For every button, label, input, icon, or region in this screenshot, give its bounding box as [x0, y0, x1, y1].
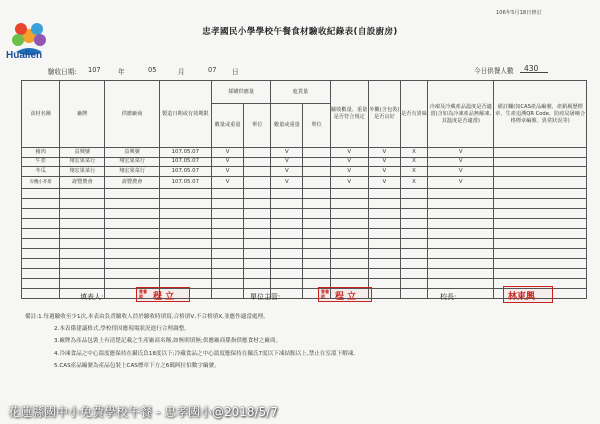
food-cell: 牛蒡	[22, 157, 60, 167]
appearance-cell: V	[368, 148, 400, 158]
remarks-cell	[494, 157, 587, 167]
revision-date: 106年5月18日修訂	[496, 10, 542, 16]
supplier-cell: 壽豐農會	[105, 176, 159, 188]
date-cell: 107.05.07	[159, 148, 211, 158]
inspect-year: 107	[88, 66, 101, 74]
header-food: 食材名稱	[22, 81, 60, 148]
month-unit: 月	[178, 68, 185, 76]
principal-label: 校長:	[440, 293, 457, 301]
inspect-day: 07	[208, 66, 217, 74]
header-purchase: 採購供應量	[211, 81, 270, 104]
note-item: 4.冷凍食品之中心溫度應保持在攝氏負18度以下;冷藏食品之中心溫度應保持在攝氏7度以下凍結點以上,禁止在室溫下解凍。	[54, 350, 359, 357]
remarks-cell	[494, 148, 587, 158]
match-cell: V	[330, 148, 368, 158]
date-cell: 107.05.07	[159, 176, 211, 188]
temp-cell: V	[428, 167, 494, 177]
arrive-qty-cell: V	[271, 148, 303, 158]
header-purchase-qty: 數量或重量	[211, 104, 243, 148]
arrive-unit-cell	[303, 167, 330, 177]
note-item: 備註:1.每週驗收至少1次,本表由負責驗收人員於驗收時填寫,合格填V,不合格填X,並應作適當處理。	[25, 314, 269, 320]
header-arrive: 進貨量	[271, 81, 330, 104]
arrive-unit-cell	[303, 176, 330, 188]
food-cell: 冬瓜	[22, 167, 60, 177]
odor-cell: X	[400, 157, 427, 167]
appearance-cell: V	[368, 176, 400, 188]
brand-cell: 翔宏果菜行	[60, 167, 105, 177]
supervisor-stamp: 營養師 程 立	[318, 287, 372, 302]
temp-cell: V	[428, 148, 494, 158]
odor-cell: X	[400, 167, 427, 177]
temp-cell: V	[428, 176, 494, 188]
purchase-unit-cell	[244, 148, 271, 158]
match-cell: V	[330, 176, 368, 188]
header-remarks: 備註欄(如CAS產品編號、產銷履歷標章、生產追溯QR Code、防疫局屠檢合格標章編號、異常狀況等)	[494, 81, 587, 148]
inspect-month: 05	[148, 66, 157, 74]
purchase-unit-cell	[244, 176, 271, 188]
date-cell: 107.05.07	[159, 167, 211, 177]
portions-underline	[520, 72, 548, 73]
table-row	[22, 238, 587, 248]
table-row	[22, 248, 587, 258]
table-row	[22, 278, 587, 288]
note-item: 3.廠牌為產品包裝上有清楚記載之生產廠商名稱,如無則填無;供應廠商係指供應食材之廠商。	[54, 338, 282, 345]
table-row	[22, 198, 587, 208]
portions-count: 430	[524, 64, 539, 73]
table-row	[22, 268, 587, 278]
remarks-cell	[494, 167, 587, 177]
header-supplier: 供應廠商	[105, 81, 159, 148]
header-arrive-unit: 單位	[303, 104, 330, 148]
remarks-cell	[494, 176, 587, 188]
supervisor-label: 單位主管:	[250, 293, 281, 301]
table-row	[22, 157, 587, 167]
header-purchase-unit: 單位	[244, 104, 271, 148]
brand-cell: 翔宏果菜行	[60, 157, 105, 167]
day-unit: 日	[232, 68, 239, 76]
header-match: 驗收數量、重量是否符合規定	[330, 81, 368, 148]
inspect-date-label: 驗收日期:	[48, 68, 77, 76]
year-unit: 年	[118, 68, 125, 76]
arrive-qty-cell: V	[271, 157, 303, 167]
table-row	[22, 188, 587, 198]
note-item: 5.CAS產品編號為產品包裝上CAS標章下方之6碼阿拉伯數字編號。	[54, 362, 220, 369]
purchase-unit-cell	[244, 157, 271, 167]
supplier-cell: 翔宏果菜行	[105, 157, 159, 167]
odor-cell: X	[400, 148, 427, 158]
arrive-qty-cell: V	[271, 167, 303, 177]
purchase-qty-cell: V	[211, 167, 243, 177]
brand-cell: 壽豐農會	[60, 176, 105, 188]
purchase-unit-cell	[244, 167, 271, 177]
table-row	[22, 167, 587, 177]
notes-section	[25, 311, 593, 372]
filler-stamp: 營養師 程 立	[136, 287, 190, 302]
header-arrive-qty: 數量或重量	[271, 104, 303, 148]
table-row	[22, 258, 587, 268]
food-cell: 有機小芥菜	[22, 176, 60, 188]
purchase-qty-cell: V	[211, 176, 243, 188]
supplier-cell: 益興號	[105, 148, 159, 158]
arrive-unit-cell	[303, 148, 330, 158]
inspection-table	[21, 80, 587, 299]
table-row	[22, 176, 587, 188]
principal-stamp: 林東興	[503, 286, 553, 303]
match-cell: V	[330, 157, 368, 167]
table-row	[22, 148, 587, 158]
match-cell: V	[330, 167, 368, 177]
header-odor: 是否有異味	[400, 81, 427, 148]
header-appearance: 外觀(含包裝)是否良好	[368, 81, 400, 148]
brand-cell: 益興號	[60, 148, 105, 158]
portions-label: 今日供餐人數	[474, 67, 514, 75]
note-item: 2.本表係建議格式,學校得因應現場狀況進行合理調整。	[54, 326, 190, 333]
logo-text: Hualien	[6, 50, 43, 61]
header-temp: 冷凍及冷藏產品溫度是否適當(含如為冷凍產品無解凍,其溫度是否適當)	[428, 81, 494, 148]
temp-cell: V	[428, 157, 494, 167]
table-row	[22, 228, 587, 238]
arrive-qty-cell: V	[271, 176, 303, 188]
filler-label: 填表人:	[80, 293, 104, 301]
document-title: 忠孝國民小學學校午餐食材驗收紀錄表(自設廚房)	[202, 27, 398, 37]
purchase-qty-cell: V	[211, 148, 243, 158]
table-row	[22, 208, 587, 218]
appearance-cell: V	[368, 167, 400, 177]
table-row	[22, 218, 587, 228]
date-cell: 107.05.07	[159, 157, 211, 167]
purchase-qty-cell: V	[211, 157, 243, 167]
header-date: 製造日期或有效期限	[159, 81, 211, 148]
food-cell: 豬肉	[22, 148, 60, 158]
arrive-unit-cell	[303, 157, 330, 167]
table-row	[22, 288, 587, 298]
appearance-cell: V	[368, 157, 400, 167]
photo-watermark: 花蓮縣國中小免費學校午餐 - 忠孝國小@2018/5/7	[8, 405, 278, 419]
supplier-cell: 翔宏果菜行	[105, 167, 159, 177]
odor-cell: X	[400, 176, 427, 188]
header-brand: 廠牌	[60, 81, 105, 148]
